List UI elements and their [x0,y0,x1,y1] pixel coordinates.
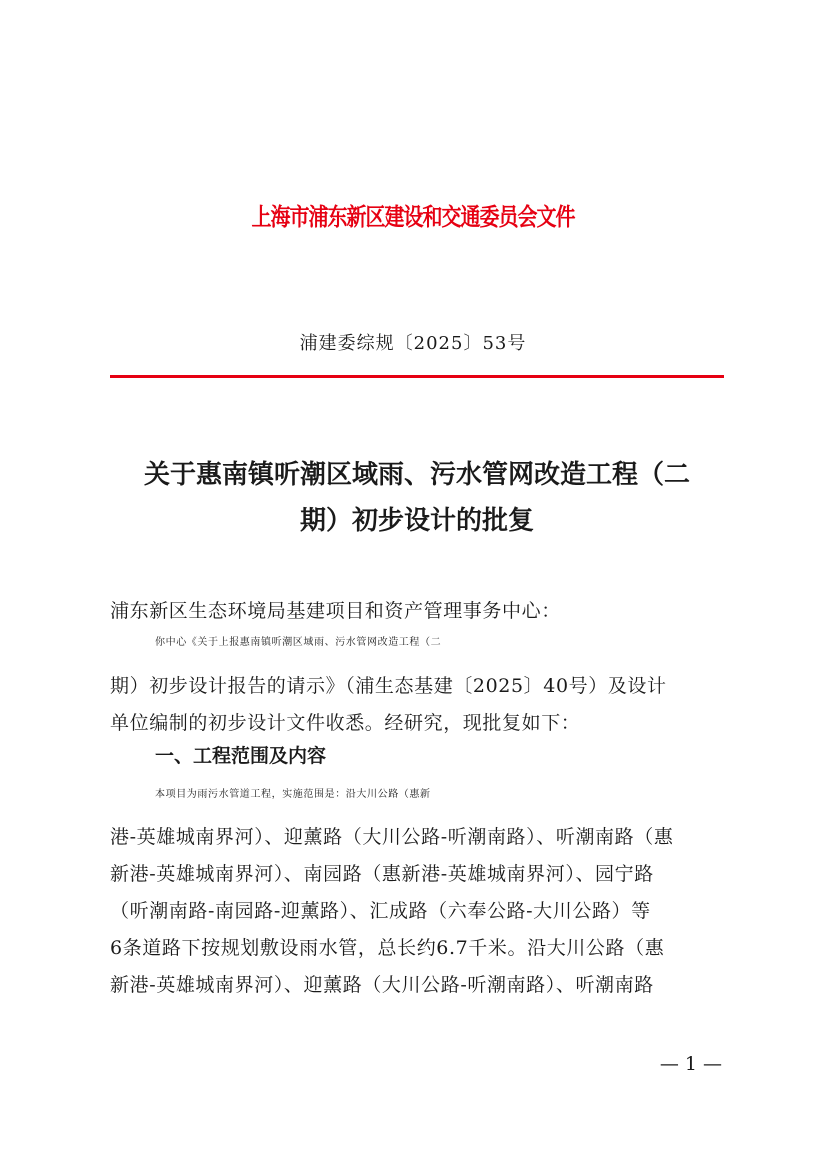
page-number: — 1 — [659,1053,722,1075]
title-line-2: 期）初步设计的批复 [299,506,534,536]
title-line-1: 关于惠南镇听潮区域雨、污水管网改造工程（二 [143,460,690,490]
document-number: 浦建委综规〔2025〕53号 [299,333,527,354]
paragraph-1-line-2: 期）初步设计报告的请示》（浦生态基建〔2025〕40号）及设计 [110,675,667,697]
paragraph-2-line-4: （听潮南路-南园路-迎薰路）、汇成路（六奉公路-大川公路）等 [110,900,651,922]
paragraph-1-line-3: 单位编制的初步设计文件收悉。经研究，现批复如下： [110,712,581,734]
paragraph-2-line-3: 新港-英雄城南界河）、南园路（惠新港-英雄城南界河）、园宁路 [110,863,654,885]
paragraph-1-line-1: 你中心《关于上报惠南镇听潮区域雨、污水管网改造工程（二 [155,637,442,648]
paragraph-2-line-2: 港-英雄城南界河）、迎薰路（大川公路-听潮南路）、听潮南路（惠 [110,826,674,848]
section-1-heading: 一、工程范围及内容 [155,745,327,767]
red-separator-line [110,375,724,378]
paragraph-2-line-5: 6条道路下按规划敷设雨水管，总长约6.7千米。沿大川公路（惠 [110,937,665,959]
issuer-masthead: 上海市浦东新区建设和交通委员会文件 [251,202,575,232]
paragraph-2-line-6: 新港-英雄城南界河）、迎薰路（大川公路-听潮南路）、听潮南路 [110,974,654,996]
paragraph-2-line-1: 本项目为雨污水管道工程，实施范围是：沿大川公路（惠新 [155,789,431,800]
addressee: 浦东新区生态环境局基建项目和资产管理事务中心： [110,600,561,622]
document-title [110,452,724,544]
